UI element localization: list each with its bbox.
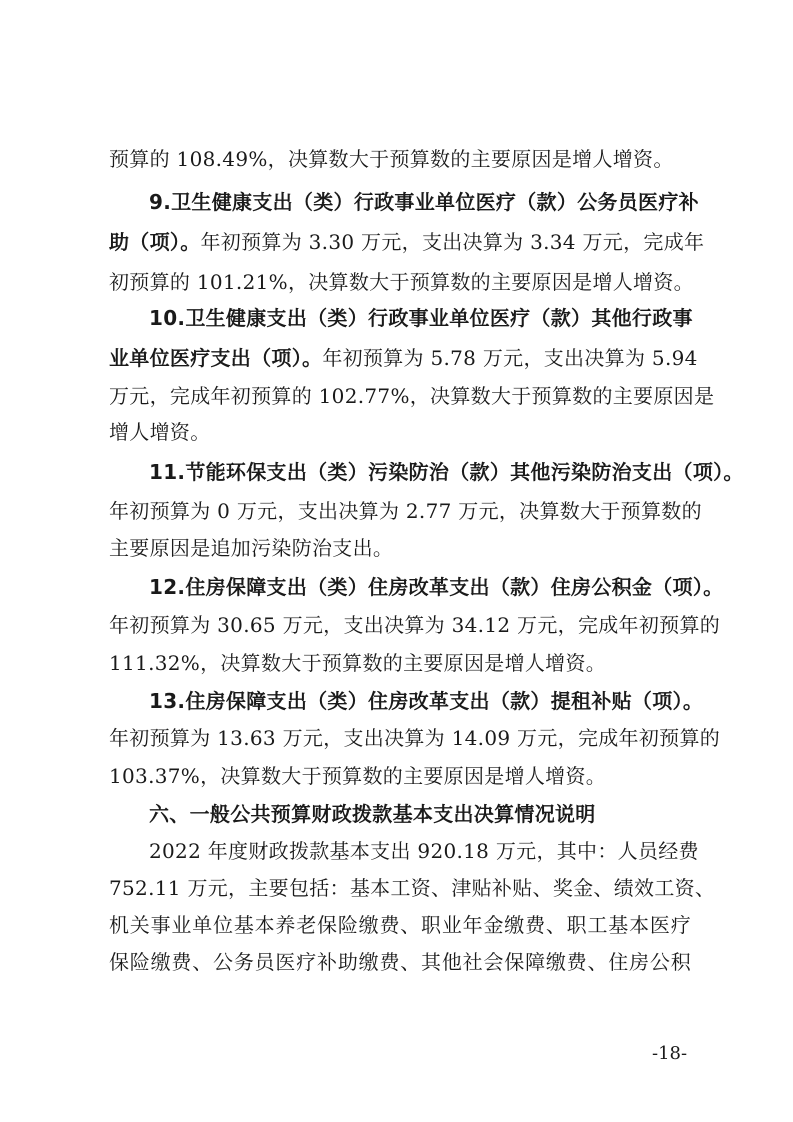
item-heading: 9.卫生健康支出（类）行政事业单位医疗（款）公务员医疗补 [149,190,699,214]
section-heading-line [149,794,691,834]
paragraph-line [109,139,691,179]
page-number: -18- [652,1043,688,1064]
paragraph-line [109,412,691,452]
paragraph-line [109,491,702,531]
body-text: 增人增资。 [109,420,211,444]
item-heading-line [149,182,699,222]
item-heading-line [149,567,724,607]
body-text: 2022 年度财政拨款基本支出 920.18 万元，其中：人员经费 [149,839,699,863]
paragraph-line [109,262,694,302]
paragraph-line [109,338,698,378]
paragraph-line [149,831,699,871]
body-text: 752.11 万元，主要包括：基本工资、津贴补贴、奖金、绩效工资、 [109,876,716,900]
paragraph-line [109,718,721,758]
body-text: 年初预算为 30.65 万元，支出决算为 34.12 万元，完成年初预算的 [109,613,721,637]
body-text: 万元，完成年初预算的 102.77%，决算数大于预算数的主要原因是 [109,384,715,408]
body-text: 机关事业单位基本养老保险缴费、职业年金缴费、职工基本医疗 [109,913,691,937]
paragraph-line [109,605,721,645]
item-heading: 业单位医疗支出（项）。 [109,346,323,370]
item-heading: 助（项）。 [109,230,201,254]
paragraph-line [109,756,691,796]
body-text: 主要原因是追加污染防治支出。 [109,536,394,560]
body-text: 保险缴费、公务员医疗补助缴费、其他社会保障缴费、住房公积 [109,950,691,974]
paragraph-line [109,905,691,945]
paragraph-line [109,376,715,416]
body-text: 初预算的 101.21%，决算数大于预算数的主要原因是增人增资。 [109,270,694,294]
item-heading: 11.节能环保支出（类）污染防治（款）其他污染防治支出（项）。 [149,460,744,484]
item-heading: 12.住房保障支出（类）住房改革支出（款）住房公积金（项）。 [149,575,724,599]
body-text: 年初预算为 3.30 万元，支出决算为 3.34 万元，完成年 [200,230,705,254]
body-text: 年初预算为 13.63 万元，支出决算为 14.09 万元，完成年初预算的 [109,726,721,750]
item-heading: 13.住房保障支出（类）住房改革支出（款）提租补贴（项）。 [149,689,704,713]
paragraph-line [109,868,716,908]
paragraph-line [109,942,691,982]
paragraph-line [109,528,691,568]
body-text: 预算的 108.49%，决算数大于预算数的主要原因是增人增资。 [109,147,674,171]
item-heading-line [149,452,744,492]
body-text: 111.32%，决算数大于预算数的主要原因是增人增资。 [109,651,607,675]
paragraph-line [109,643,691,683]
item-heading-line [149,681,704,721]
item-heading-line [149,298,691,338]
body-text: 年初预算为 0 万元，支出决算为 2.77 万元，决算数大于预算数的 [109,499,702,523]
paragraph-line [109,222,705,262]
section-heading: 六、一般公共预算财政拨款基本支出决算情况说明 [149,802,596,826]
body-text: 年初预算为 5.78 万元，支出决算为 5.94 [322,346,698,370]
body-text: 103.37%，决算数大于预算数的主要原因是增人增资。 [109,764,607,788]
item-heading: 10.卫生健康支出（类）行政事业单位医疗（款）其他行政事 [149,306,693,330]
